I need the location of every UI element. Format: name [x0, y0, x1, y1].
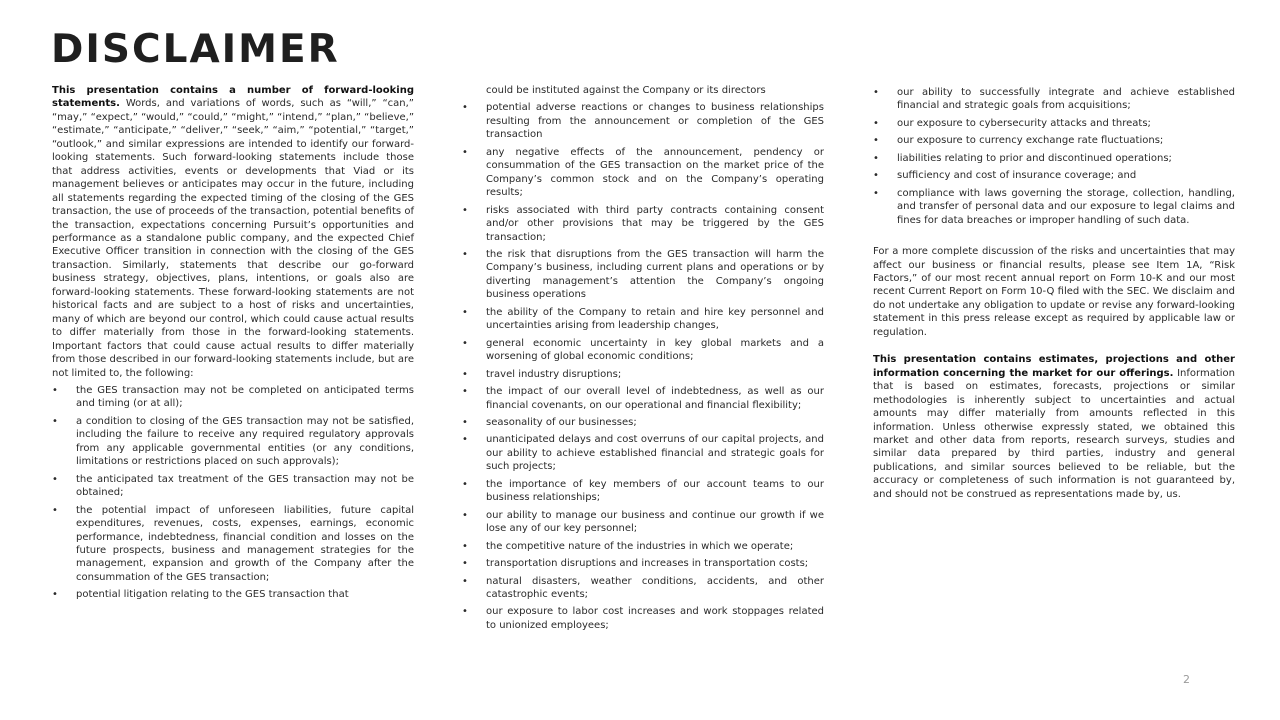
estimates-paragraph: [873, 353, 1235, 501]
risk-list-right: [873, 86, 1235, 227]
list-item: • the potential impact of unforeseen liabilities, future capital expenditures, revenues, costs, expenses, earnings, economic performance, indebtedness, financial condition and losses on the future prospects, business and management strategies for the management, expansion and growth of the Company after the consummation of the GES transaction;: [52, 504, 414, 585]
list-item: • risks associated with third party contracts containing consent and/or other provisions that may be triggered by the GES transaction;: [462, 204, 824, 244]
list-item: • the risk that disruptions from the GES transaction will harm the Company’s business, including current plans and operations or by diverting management’s attention the Company’s ongoing business operations: [462, 248, 824, 302]
column-middle: [462, 84, 824, 636]
page-number: 2: [1183, 673, 1190, 686]
list-item: • our ability to manage our business and continue our growth if we lose any of our key personnel;: [462, 509, 824, 536]
estimates-bold-lead: This presentation contains estimates, projections and other information concerning the market for our offerings.: [873, 354, 1235, 379]
intro-body: Words, and variations of words, such as “will,” “can,” “may,” “expect,” “would,” “could,” “might,” “intend,” “plan,” “believe,” “estimate,” “anticipate,” “deliver,” “seek,” “aim,” “potential,” “target,” “outlook,” and similar expressions are intended to identify our forward-looking statements. Such forward-looking statements include those that address activities, events or developments that Viad or its management believes or anticipates may occur in the future, including all statements regarding the expected timing of the closing of the GES transaction, the use of proceeds of the transaction, potential benefits of the transaction, expectations concerning Pursuit’s opportunities and performance as a standalone public company, and the expected Chief Executive Officer transition in connection with the closing of the GES transaction. Similarly, statements that describe our go-forward business strategy, objectives, plans, intentions, or goals also are forward-looking statements. These forward-looking statements are not historical facts and are subject to a host of risks and uncertainties, many of which are beyond our control, which could cause actual results to differ materially from those in the forward-looking statements. Important factors that could cause actual results to differ materially from those described in our forward-looking statements include, but are not limited to, the following:: [52, 98, 414, 379]
list-item: • a condition to closing of the GES transaction may not be satisfied, including the failure to receive any required regulatory approvals from any applicable governmental entities (or any conditions, limitations or restrictions placed on such approvals);: [52, 415, 414, 469]
column-left: [52, 84, 414, 606]
list-item: • potential adverse reactions or changes to business relationships resulting from the announcement or completion of the GES transaction: [462, 101, 824, 141]
list-item: • the importance of key members of our account teams to our business relationships;: [462, 478, 824, 505]
list-item: • the GES transaction may not be completed on anticipated terms and timing (or at all);: [52, 384, 414, 411]
list-item: • the ability of the Company to retain and hire key personnel and uncertainties arising from leadership changes,: [462, 306, 824, 333]
list-item: • our exposure to currency exchange rate fluctuations;: [873, 134, 1235, 147]
estimates-body: Information that is based on estimates, forecasts, projections or similar methodologies is inherently subject to uncertainties and actual amounts may differ materially from amounts reflected in this information. Unless otherwise expressly stated, we obtained this market and other data from reports, research surveys, studies and similar data prepared by third parties, industry and general publications, and similar sources believed to be reliable, but the accuracy or completeness of such information is not guaranteed by, and should not be construed as representations made by, us.: [873, 367, 1235, 500]
list-item: • our exposure to cybersecurity attacks and threats;: [873, 117, 1235, 130]
list-item: • transportation disruptions and increases in transportation costs;: [462, 557, 824, 570]
list-item: • travel industry disruptions;: [462, 368, 824, 381]
forward-looking-intro: [52, 84, 414, 380]
list-item: • our ability to successfully integrate and achieve established financial and strategic goals from acquisitions;: [873, 86, 1235, 113]
list-item: • the competitive nature of the industries in which we operate;: [462, 540, 824, 553]
list-item: • unanticipated delays and cost overruns of our capital projects, and our ability to achieve established financial and strategic goals for such projects;: [462, 433, 824, 473]
list-item: • general economic uncertainty in key global markets and a worsening of global economic conditions;: [462, 337, 824, 364]
column-right: [873, 84, 1235, 501]
risk-list-left: [52, 384, 414, 602]
list-item: • our exposure to labor cost increases and work stoppages related to unionized employees;: [462, 605, 824, 632]
list-item: • natural disasters, weather conditions, accidents, and other catastrophic events;: [462, 575, 824, 602]
list-item: • any negative effects of the announcement, pendency or consummation of the GES transaction on the market price of the Company’s common stock and on the Company’s operating results;: [462, 146, 824, 200]
risk-list-middle: [462, 84, 824, 632]
list-item: • liabilities relating to prior and discontinued operations;: [873, 152, 1235, 165]
page-title: DISCLAIMER: [51, 27, 340, 72]
list-item: • seasonality of our businesses;: [462, 416, 824, 429]
risk-discussion-paragraph: For a more complete discussion of the risks and uncertainties that may affect our business or financial results, please see Item 1A, “Risk Factors,” of our most recent annual report on Form 10-K and our most recent Current Report on Form 10-Q filed with the SEC. We disclaim and do not undertake any obligation to update or revise any forward-looking statement in this press release except as required by applicable law or regulation.: [873, 246, 1235, 338]
list-item: • sufficiency and cost of insurance coverage; and: [873, 169, 1235, 182]
list-item: • the anticipated tax treatment of the GES transaction may not be obtained;: [52, 473, 414, 500]
list-item: • potential litigation relating to the GES transaction that: [52, 588, 414, 601]
intro-bold-lead: This presentation contains a number of forward-looking statements.: [52, 85, 414, 110]
list-item: • the impact of our overall level of indebtedness, as well as our financial covenants, on our operational and financial flexibility;: [462, 385, 824, 412]
list-item-continuation: could be instituted against the Company or its directors: [486, 85, 766, 96]
list-item: • compliance with laws governing the storage, collection, handling, and transfer of personal data and our exposure to legal claims and fines for data breaches or improper handling of such data.: [873, 187, 1235, 227]
